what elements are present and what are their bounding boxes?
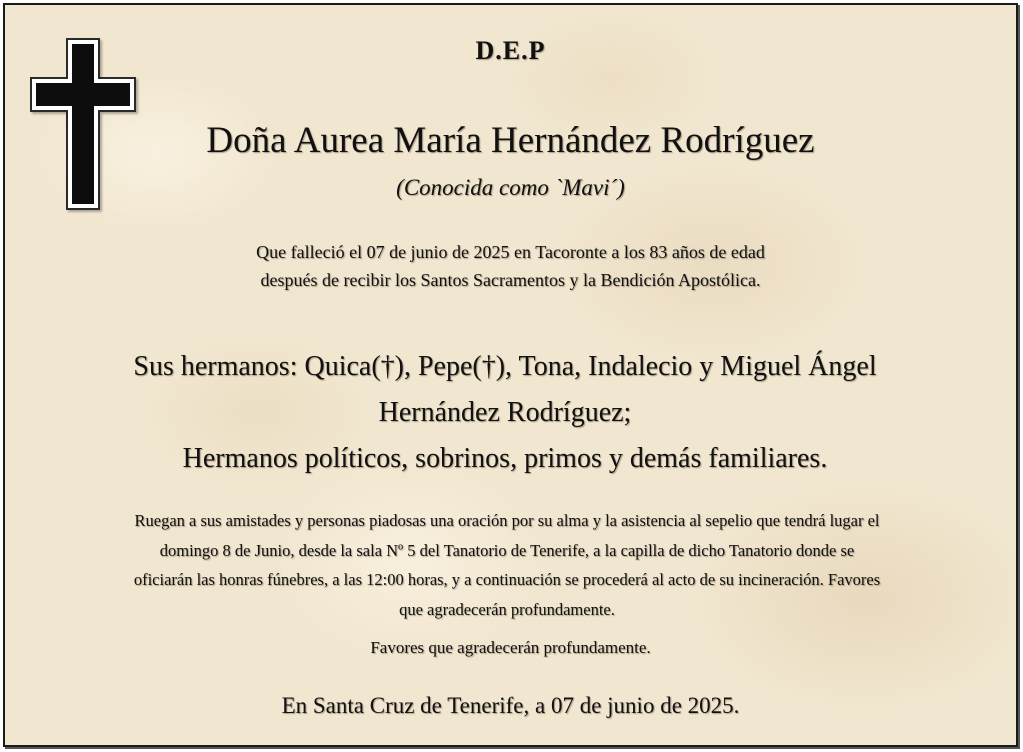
prayer-line: oficiarán las honras fúnebres, a las 12:00 horas, y a continuación se procederá al acto de su incineración. Favores: [133, 570, 881, 589]
prayer-line: Ruegan a sus amistades y personas piadosas una oración por su alma y la asistencia al sepelio que tendrá lugar el: [134, 511, 880, 530]
death-notice-line: después de recibir los Santos Sacramentos y la Bendición Apostólica.: [260, 270, 761, 290]
dep-heading: D.E.P: [475, 36, 546, 65]
family-block: [45, 344, 965, 482]
prayer-line: domingo 8 de Junio, desde la sala Nº 5 del Tanatorio de Tenerife, a la capilla de dicho Tanatorio donde se: [159, 540, 855, 560]
thanks-line: Favores que agradecerán profundamente.: [370, 638, 651, 657]
death-notice-line: Que falleció el 07 de junio de 2025 en Tacoronte a los 83 años de edad: [256, 242, 765, 262]
family-line: Hernández Rodríguez;: [378, 397, 632, 428]
place-and-date: En Santa Cruz de Tenerife, a 07 de junio de 2025.: [281, 693, 740, 718]
prayer-line: que agradecerán profundamente.: [399, 599, 615, 619]
prayer-request: [57, 506, 957, 624]
known-as: (Conocida como `Mavi´): [396, 175, 625, 200]
death-notice: [5, 238, 1016, 294]
family-line: Sus hermanos: Quica(†), Pepe(†), Tona, Indalecio y Miguel Ángel: [133, 351, 877, 382]
family-line: Hermanos políticos, sobrinos, primos y demás familiares.: [182, 443, 828, 474]
deceased-name: Doña Aurea María Hernández Rodríguez: [206, 120, 815, 161]
obituary-card: [3, 3, 1018, 747]
